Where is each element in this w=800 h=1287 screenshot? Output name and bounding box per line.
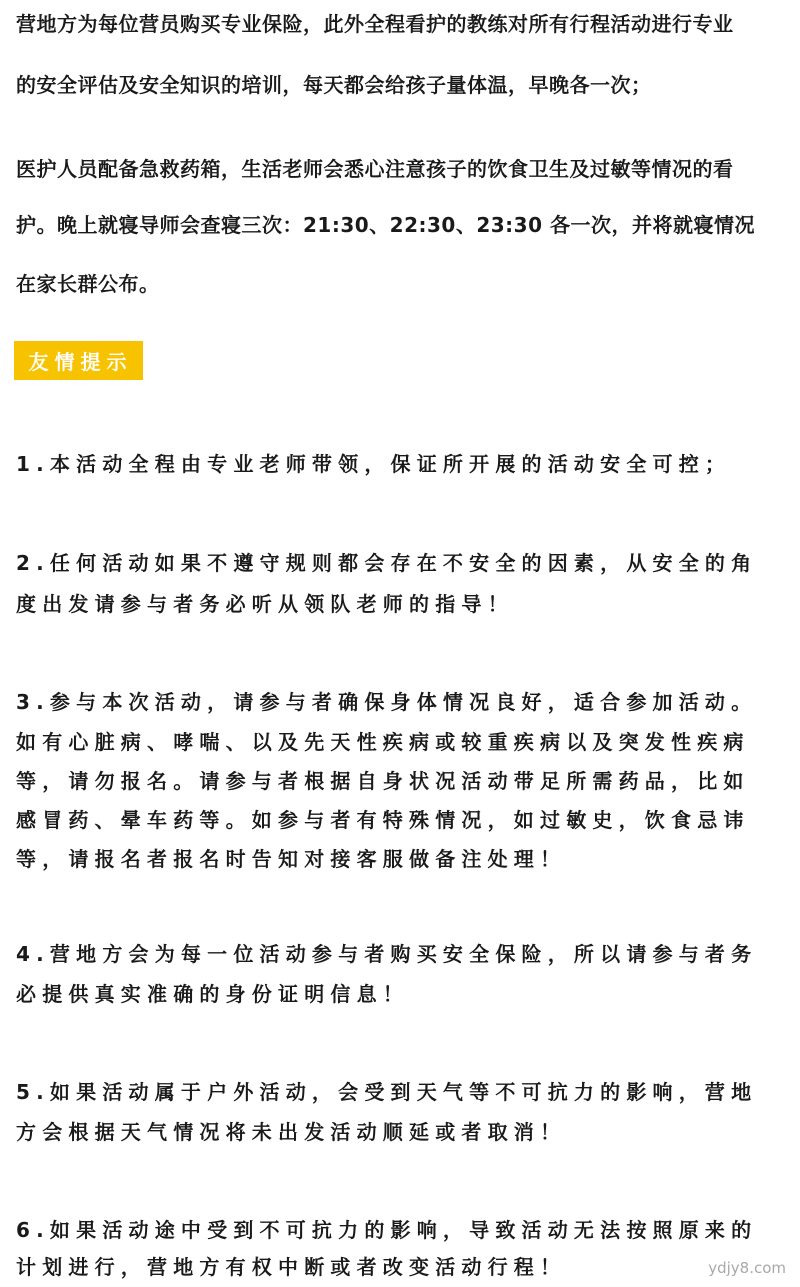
intro-line: 护。晚上就寝导师会查寝三次：21:30、22:30、23:30 各一次，并将就寝情况 bbox=[16, 213, 755, 237]
tip-item-6-line: 6.如果活动途中受到不可抗力的影响，导致活动无法按照原来的 bbox=[16, 1218, 758, 1242]
tip-item-2-line: 2.任何活动如果不遵守规则都会存在不安全的因素，从安全的角 bbox=[16, 551, 758, 575]
tip-item-6-line: 计划进行，营地方有权中断或者改变活动行程！ bbox=[16, 1255, 567, 1279]
tip-item-3-line: 等，请勿报名。请参与者根据自身状况活动带足所需药品，比如 bbox=[16, 769, 750, 793]
intro-line: 在家长群公布。 bbox=[16, 272, 160, 296]
intro-line: 的安全评估及安全知识的培训，每天都会给孩子量体温，早晚各一次； bbox=[16, 73, 652, 97]
tip-item-3-line: 3.参与本次活动，请参与者确保身体情况良好，适合参加活动。 bbox=[16, 690, 758, 714]
tip-item-4-line: 4.营地方会为每一位活动参与者购买安全保险，所以请参与者务 bbox=[16, 942, 758, 966]
intro-line: 医护人员配备急救药箱，生活老师会悉心注意孩子的饮食卫生及过敏等情况的看 bbox=[16, 157, 734, 181]
tip-item-5-line: 5.如果活动属于户外活动，会受到天气等不可抗力的影响，营地 bbox=[16, 1080, 758, 1104]
tip-item-3-line: 感冒药、晕车药等。如参与者有特殊情况，如过敏史，饮食忌讳 bbox=[16, 808, 750, 832]
watermark-text: ydjy8.com bbox=[708, 1259, 786, 1277]
tips-badge: 友情提示 bbox=[14, 341, 143, 380]
tip-item-4-line: 必提供真实准确的身份证明信息！ bbox=[16, 982, 409, 1006]
intro-line: 营地方为每位营员购买专业保险，此外全程看护的教练对所有行程活动进行专业 bbox=[16, 12, 734, 36]
tip-item-5-line: 方会根据天气情况将未出发活动顺延或者取消！ bbox=[16, 1120, 567, 1144]
tip-item-1-line: 1.本活动全程由专业老师带领，保证所开展的活动安全可控； bbox=[16, 452, 732, 476]
tip-item-2-line: 度出发请参与者务必听从领队老师的指导！ bbox=[16, 592, 514, 616]
tip-item-3-line: 如有心脏病、哮喘、以及先天性疾病或较重疾病以及突发性疾病 bbox=[16, 730, 750, 754]
tip-item-3-line: 等，请报名者报名时告知对接客服做备注处理！ bbox=[16, 847, 567, 871]
